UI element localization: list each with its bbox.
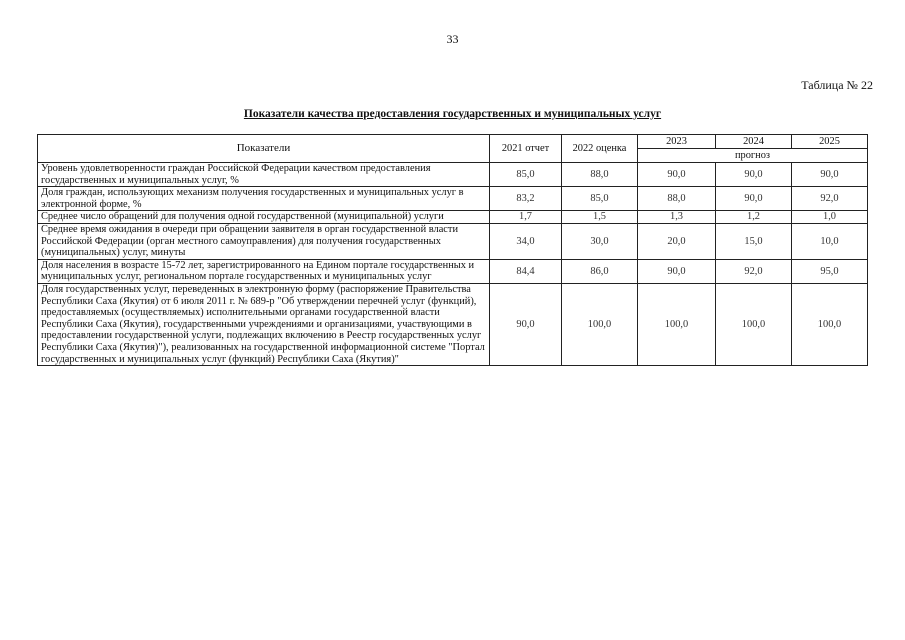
indicator-name: Доля населения в возрасте 15-72 лет, зарегистрированного на Едином портале государственных и муниципальных услуг, региональном портале государственных и муниципальных услуг [38,259,490,283]
value-2023: 90,0 [638,163,716,187]
value-2024: 92,0 [716,259,792,283]
value-2022: 1,5 [562,211,638,224]
page-number: 33 [446,32,459,46]
value-2023: 88,0 [638,187,716,211]
table-row [38,283,868,365]
table-row [38,259,868,283]
value-2025: 92,0 [792,187,868,211]
header-indicator: Показатели [38,135,490,163]
header-forecast: прогноз [638,149,868,163]
value-2023: 90,0 [638,259,716,283]
indicator-name: Уровень удовлетворенности граждан Российской Федерации качеством предоставления государственных и муниципальных услуг, % [38,163,490,187]
value-2023: 100,0 [638,283,716,365]
value-2022: 85,0 [562,187,638,211]
value-2023: 1,3 [638,211,716,224]
value-2022: 30,0 [562,223,638,259]
indicators-table [37,134,868,366]
indicator-name: Доля государственных услуг, переведенных в электронную форму (распоряжение Правительства Республики Саха (Якутия) от 6 июля 2011 г. № 689-р "Об утверждении перечней услуг (функций), предоставляемых (осуществляемых) исполнительными органами государственной власти Республики Саха (Якутия), государственными учреждениями и организациями, участвующими в предоставлении государственной услуги, подлежащих включению в Реестр государственных услуг Республики Саха (Якутия)"), реализованных на государственной информационной системе "Портал государственных и муниципальных услуг (функций) Республики Саха (Якутия)" [38,283,490,365]
indicator-name: Среднее число обращений для получения одной государственной (муниципальной) услуги [38,211,490,224]
value-2021: 83,2 [490,187,562,211]
header-2022: 2022 оценка [562,135,638,163]
value-2022: 86,0 [562,259,638,283]
value-2025: 100,0 [792,283,868,365]
header-2024: 2024 [716,135,792,149]
document-title: Показатели качества предоставления государственных и муниципальных услуг [243,108,662,120]
value-2022: 100,0 [562,283,638,365]
value-2025: 95,0 [792,259,868,283]
table-label: Таблица № 22 [801,78,873,92]
value-2025: 10,0 [792,223,868,259]
table-row [38,223,868,259]
value-2024: 90,0 [716,187,792,211]
header-2021: 2021 отчет [490,135,562,163]
value-2021: 85,0 [490,163,562,187]
value-2022: 88,0 [562,163,638,187]
table-row [38,163,868,187]
value-2021: 34,0 [490,223,562,259]
value-2024: 100,0 [716,283,792,365]
value-2025: 1,0 [792,211,868,224]
value-2021: 90,0 [490,283,562,365]
header-2025: 2025 [792,135,868,149]
value-2021: 1,7 [490,211,562,224]
value-2023: 20,0 [638,223,716,259]
table-row [38,211,868,224]
value-2024: 1,2 [716,211,792,224]
header-2023: 2023 [638,135,716,149]
value-2021: 84,4 [490,259,562,283]
table-row [38,187,868,211]
indicator-name: Среднее время ожидания в очереди при обращении заявителя в орган государственной власти Российской Федерации (орган местного самоуправления) для получения государственных (муниципальных) услуг, минуты [38,223,490,259]
value-2024: 15,0 [716,223,792,259]
value-2025: 90,0 [792,163,868,187]
indicator-name: Доля граждан, использующих механизм получения государственных и муниципальных услуг в электронной форме, % [38,187,490,211]
value-2024: 90,0 [716,163,792,187]
